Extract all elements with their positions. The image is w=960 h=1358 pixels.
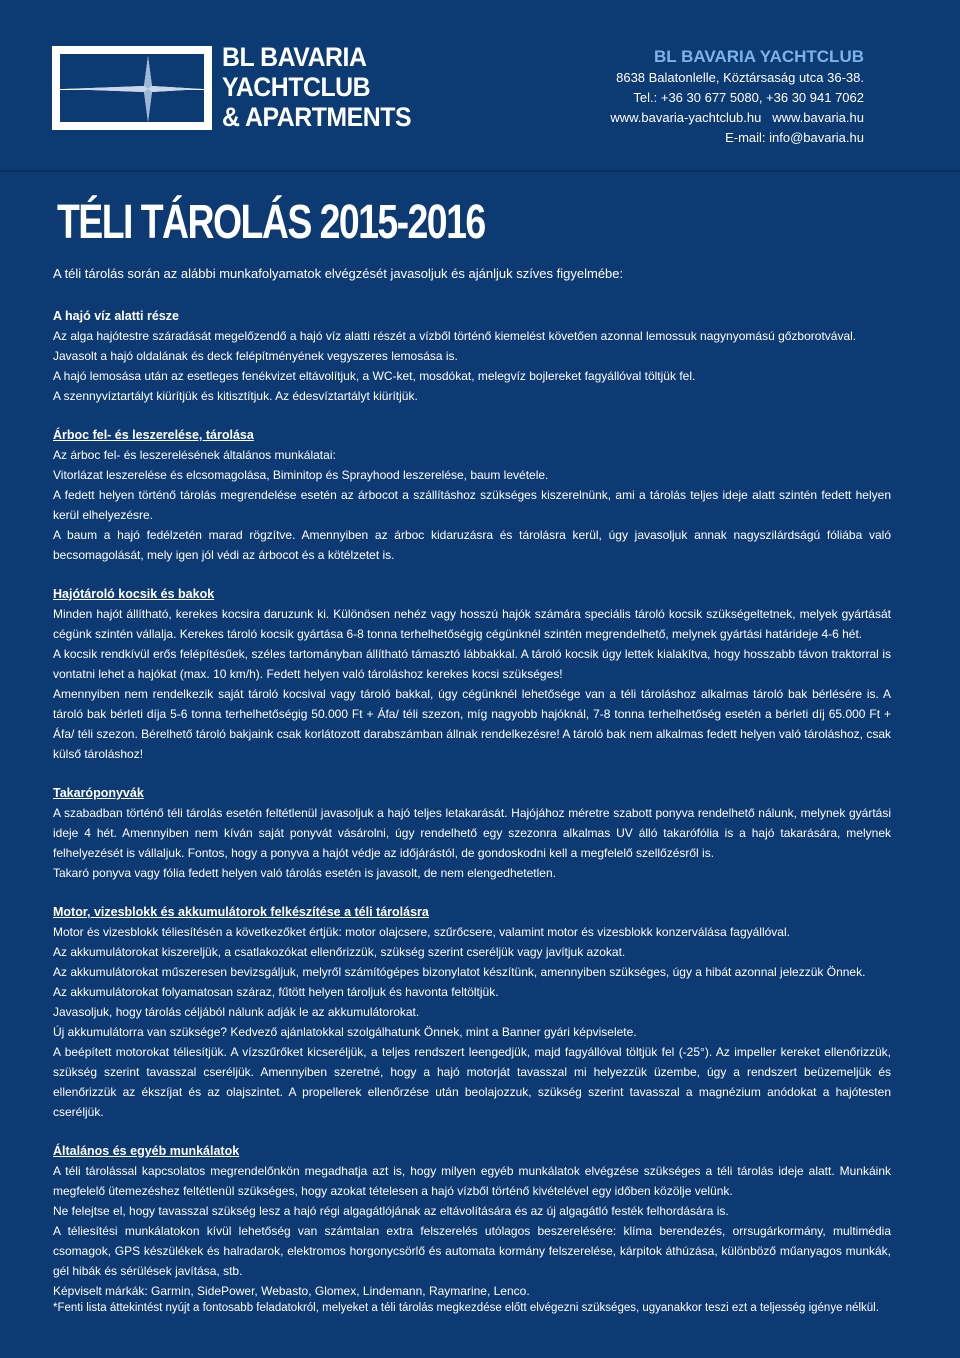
- section-paragraph: Az akkumulátorokat folyamatosan száraz, fűtött helyen tároljuk és havonta feltöltjük.: [53, 985, 499, 999]
- logo-wordmark: [222, 42, 411, 132]
- section-paragraph: Javasolt a hajó oldalának és deck felépítményének vegyszeres lemosása is.: [53, 349, 458, 363]
- contact-phone: Tel.: +36 30 677 5080, +36 30 941 7062: [633, 90, 864, 105]
- section-paragraph: Képviselt márkák: Garmin, SidePower, Webasto, Glomex, Lindemann, Raymarine, Lenco.: [53, 1284, 530, 1298]
- contact-address: 8638 Balatonlelle, Köztársaság utca 36-38.: [616, 70, 864, 85]
- contact-websites: [610, 108, 864, 128]
- contact-brand: BL BAVARIA YACHTCLUB: [654, 47, 864, 66]
- section-paragraph: Minden hajót állítható, kerekes kocsira daruzunk ki. Különösen nehéz vagy hosszú hajók számára speciális tároló kocsik szükségeltetnek, melyek gyártását cégünk szintén vállalja. Kerekes tároló kocsik gyártása 6-8 tonna terhelhetőségig cégünknél szintén megrendelhető, melynek gyártási határideje 4-6 hét.: [53, 607, 891, 641]
- logo-line-1: BL BAVARIA: [222, 42, 367, 72]
- section-paragraph: A téli tárolással kapcsolatos megrendelőnkön megadhatja azt is, hogy milyen egyéb munkálatok elvégzése szükséges a téli tárolás ideje alatt. Munkáink megfelelő ütemezéshez feltétlenül szükséges, hogy azokat tételesen a hajó vízből történő kivételével egy időben közölje velünk.: [53, 1164, 891, 1198]
- section-5: [53, 1141, 891, 1301]
- section-heading: Árboc fel- és leszerelése, tárolása: [53, 428, 254, 442]
- contact-email[interactable]: E-mail: info@bavaria.hu: [725, 130, 864, 145]
- section-3: [53, 783, 891, 883]
- section-paragraph: A beépített motorokat téliesítjük. A vízszűrőket kicseréljük, a teljes rendszert leengedjük, majd fagyállóval töltjük fel (-25°). Az impeller kereket ellenőrizzük, szükség szerint tavasszal cseréljük. Amennyiben szeretné, hogy a hajó motorját tavasszal mi helyezzük üzembe, úgy a rendszert beüzemeljük és ellenőrizzük az ékszíjat és az olajszintet. A propellerek ellenőrzése után beolajozzuk, szükség szerint tavasszal a magnézium anódokat a hajótesten cseréljük.: [53, 1045, 891, 1119]
- compass-star-logo: [52, 46, 212, 130]
- section-paragraph: A szabadban történő téli tárolás esetén feltétlenül javasoljuk a hajó teljes letakarását. Hajójához méretre szabott ponyva rendelhető nálunk, melynek gyártási ideje 4 hét. Amennyiben nem kíván saját ponyvát vásárolni, úgy rendelhető egy szezonra alkalmas UV álló takarófólia is a hajó takarására, melynek felhelyezését is vállaljuk. Fontos, hogy a ponyva a hajót védje az időjárástól, de gondoskodni kell a megfelelő szellőzésről is.: [53, 806, 891, 860]
- section-paragraph: A hajó lemosása után az esetleges fenékvizet eltávolítjuk, a WC-ket, mosdókat, melegvíz bojlereket fagyállóval töltjük fel.: [53, 369, 696, 383]
- logo-line-3: & APARTMENTS: [222, 102, 412, 132]
- website-link-2[interactable]: www.bavaria.hu: [772, 110, 864, 125]
- section-paragraph: A fedett helyen történő tárolás megrendelése esetén az árbocot a szállításhoz szükséges kiszerelnünk, ami a tárolás teljes ideje alatt szintén fedett helyen kerül elhelyezésre.: [53, 488, 891, 522]
- section-paragraph: Javasoljuk, hogy tárolás céljából nálunk adják le az akkumulátorokat.: [53, 1005, 420, 1019]
- section-paragraph: Vitorlázat leszerelése és elcsomagolása, Biminitop és Sprayhood leszerelése, baum levétele.: [53, 468, 549, 482]
- section-heading: Takaróponyvák: [53, 786, 144, 800]
- section-paragraph: A kocsik rendkívül erős felépítésűek, széles tartományban állítható támasztó lábbakkal. A tároló kocsik úgy lettek kialakítva, hogy hosszabb távon traktorral is vontatni lehet a hajókat (max. 10 km/h). Fedett helyen való tároláshoz kerekes kocsi szükséges!: [53, 647, 891, 681]
- section-paragraph: Takaró ponyva vagy fólia fedett helyen való tárolás esetén is javasolt, de nem elengedhetetlen.: [53, 866, 556, 880]
- section-paragraph: Új akkumulátorra van szüksége? Kedvező ajánlatokkal szolgálhatunk Önnek, mint a Banner gyári képviselete.: [53, 1025, 637, 1039]
- page-header: [0, 0, 960, 172]
- section-paragraph: Motor és vizesblokk téliesítésén a következőket értjük: motor olajcsere, szűrőcsere, valamint motor és vizesblokk konzerválása fagyállóval.: [53, 925, 790, 939]
- compass-star-icon: [52, 46, 212, 130]
- section-1: [53, 425, 891, 565]
- section-heading: Motor, vizesblokk és akkumulátorok felkészítése a téli tárolásra: [53, 905, 429, 919]
- section-paragraph: Az akkumulátorokat kiszereljük, a csatlakozókat ellenőrizzük, szükség szerint cseréljük vagy javítjuk azokat.: [53, 945, 626, 959]
- content-sections: [53, 306, 891, 1320]
- section-0: [53, 306, 891, 406]
- section-heading: Hajótároló kocsik és bakok: [53, 587, 215, 601]
- page-title: TÉLI TÁROLÁS 2015-2016: [57, 196, 485, 249]
- section-paragraph: A téliesítési munkálatokon kívül lehetőség van számtalan extra felszerelés utólagos beszerelésére: klíma berendezés, orrsugárkormány, multimédia csomagok, GPS készülékek és halradarok, elektromos horgonycsörlő és automata kormány felszerelése, kárpitok áthúzása, különböző műanyagos munkák, gél hibák és sérülések javítása, stb.: [53, 1224, 891, 1278]
- logo-line-2: YACHTCLUB: [222, 72, 371, 102]
- section-4: [53, 902, 891, 1122]
- section-paragraph: Az akkumulátorokat műszeresen bevizsgáljuk, melyről számítógépes bizonylatot készítünk, amennyiben szükséges, úgy a hibát azonnal jelezzük Önnek.: [53, 965, 866, 979]
- section-heading: A hajó víz alatti része: [53, 309, 179, 323]
- section-paragraph: Az alga hajótestre száradását megelőzendő a hajó víz alatti részét a vízből történő kiemelést követően azonnal lemossuk nagynyomású gőzborotvával.: [53, 329, 857, 343]
- footnote: *Fenti lista áttekintést nyújt a fontosabb feladatokról, melyeket a téli tárolás megkezdése előtt elvégezni szükséges, ugyanakkor teszi ezt a teljesség igénye nélkül.: [53, 1302, 879, 1314]
- section-heading: Általános és egyéb munkálatok: [53, 1144, 240, 1158]
- section-2: [53, 584, 891, 764]
- intro-text: A téli tárolás során az alábbi munkafolyamatok elvégzését javasoljuk és ajánljuk szíves figyelmébe:: [53, 266, 624, 281]
- website-link-1[interactable]: www.bavaria-yachtclub.hu: [610, 110, 762, 125]
- section-paragraph: Ne felejtse el, hogy tavasszal szükség lesz a hajó régi algagátlójának az eltávolítására és az új algagátló festék felhordására is.: [53, 1204, 729, 1218]
- section-paragraph: A baum a hajó fedélzetén marad rögzítve. Amennyiben az árboc kidaruzásra és tárolásra kerül, úgy javasoljuk annak nagyszilárdságú fóliába való becsomagolását, mely igen jól védi az árbocot és a kötélzetet is.: [53, 528, 891, 562]
- section-paragraph: Amennyiben nem rendelkezik saját tároló kocsival vagy tároló bakkal, úgy cégünknél lehetősége van a téli tároláshoz alkalmas tároló bak bérlésére is. A tároló bak bérleti díja 5-6 tonna terhelhetőségig 50.000 Ft + Áfa/ téli szezon, míg nagyobb hajóknál, 7-8 tonna terhelhetőség esetén a bérleti díj 65.000 Ft + Áfa/ téli szezon. Bérelhető tároló bakjaink csak korlátozott darabszámban állnak rendelkezésre! A tároló bak nem alkalmas fedett helyen való tároláshoz, csak külső tároláshoz!: [53, 687, 891, 761]
- contact-block: [610, 46, 864, 148]
- section-paragraph: A szennyvíztartályt kiürítjük és kitisztítjuk. Az édesvíztartályt kiürítjük.: [53, 389, 418, 403]
- section-paragraph: Az árboc fel- és leszerelésének általános munkálatai:: [53, 448, 336, 462]
